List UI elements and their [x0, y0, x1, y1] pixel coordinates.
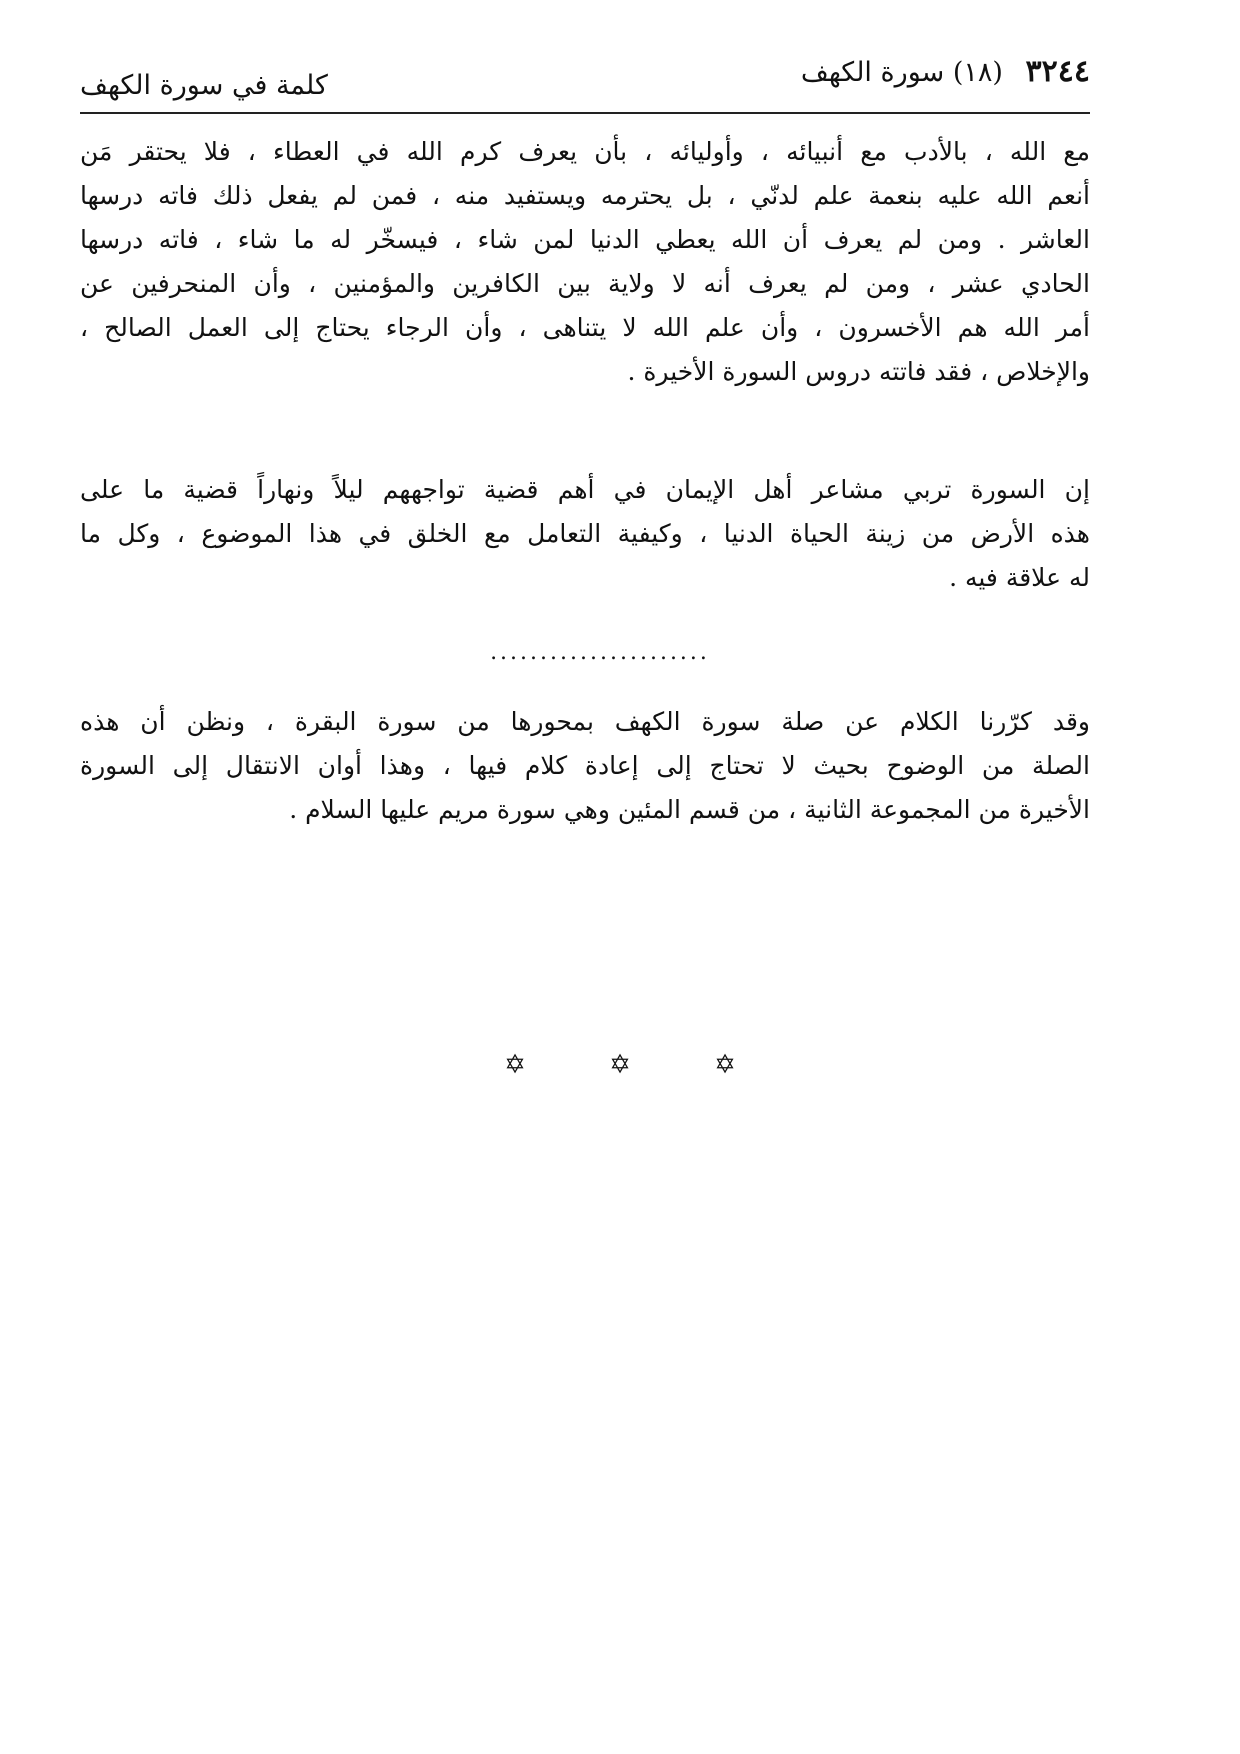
paragraph-1 — [80, 130, 1090, 394]
text-line: وقد كرّرنا الكلام عن صلة سورة الكهف بمحورها من سورة البقرة ، ونظن أن هذه — [80, 707, 1090, 736]
text-line: الصلة من الوضوح بحيث لا تحتاج إلى إعادة كلام فيها ، وهذا أوان الانتقال إلى السورة — [80, 751, 1090, 780]
star-icon: ✡ — [609, 1050, 631, 1080]
page-header — [80, 48, 1090, 108]
star-icon: ✡ — [504, 1050, 526, 1080]
text-line: الحادي عشر ، ومن لم يعرف أنه لا ولاية بين الكافرين والمؤمنين ، وأن المنحرفين عن — [80, 269, 1090, 298]
section-title: كلمة في سورة الكهف — [80, 70, 328, 101]
chapter-title: (١٨) سورة الكهف — [800, 57, 1003, 88]
text-line: الأخيرة من المجموعة الثانية ، من قسم المئين وهي سورة مريم عليها السلام . — [289, 795, 1090, 824]
paragraph-2 — [80, 468, 1090, 600]
star-icon: ✡ — [714, 1050, 736, 1080]
text-line: له علاقة فيه . — [949, 563, 1090, 592]
section-separator: ...................... — [490, 640, 710, 665]
text-line: والإخلاص ، فقد فاتته دروس السورة الأخيرة . — [627, 357, 1090, 386]
end-ornament — [500, 1050, 740, 1080]
text-line: العاشر . ومن لم يعرف أن الله يعطي الدنيا لمن شاء ، فيسخّر له ما شاء ، فاته درسها — [80, 225, 1090, 254]
text-line: هذه الأرض من زينة الحياة الدنيا ، وكيفية التعامل مع الخلق في هذا الموضوع ، وكل ما — [80, 519, 1090, 548]
text-line: أمر الله هم الأخسرون ، وأن علم الله لا يتناهى ، وأن الرجاء يحتاج إلى العمل الصالح ، — [80, 313, 1090, 342]
text-line: أنعم الله عليه بنعمة علم لدنّي ، بل يحترمه ويستفيد منه ، فمن لم يفعل ذلك فاته درسها — [80, 181, 1090, 210]
text-line: مع الله ، بالأدب مع أنبيائه ، وأوليائه ، بأن يعرف كرم الله في العطاء ، فلا يحتقر مَن — [80, 137, 1090, 166]
paragraph-3 — [80, 700, 1090, 832]
header-rule — [80, 112, 1090, 114]
running-head-right — [801, 54, 1090, 89]
page-number: ٣٢٤٤ — [1025, 54, 1090, 89]
text-line: إن السورة تربي مشاعر أهل الإيمان في أهم قضية تواجههم ليلاً ونهاراً قضية ما على — [80, 475, 1090, 504]
